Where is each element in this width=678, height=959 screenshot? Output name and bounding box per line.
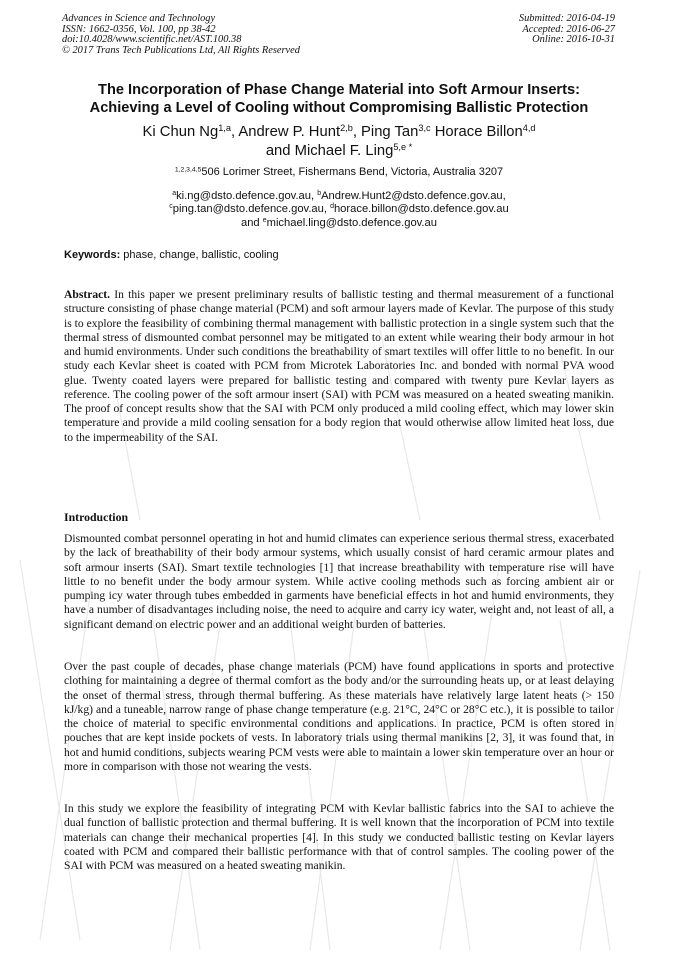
introduction-paragraph-3: In this study we explore the feasibility of integrating PCM with Kevlar ballistic fabrics into the SAI to achieve the dual function of ballistic protection and thermal buffering. It is well known that the incorporation of PCM into textile materials can change their mechanical properties [4]. In this study we conducted ballistic testing on Kevlar layers coated with PCM and compared their ballistic performance with that of control samples. The cooling power of the SAI with PCM was measured on a heated sweating manikin. bbox=[64, 802, 614, 872]
author-name: and Michael F. Ling bbox=[265, 143, 394, 159]
author-affiliation-mark: 1,a bbox=[218, 122, 231, 133]
author-name: Ping Tan bbox=[361, 124, 419, 140]
author-name: Andrew P. Hunt bbox=[238, 124, 341, 140]
keywords-text: phase, change, ballistic, cooling bbox=[120, 249, 279, 261]
doi: doi:10.4028/www.scientific.net/AST.100.38 bbox=[62, 34, 242, 46]
affiliation-marks: 1,2,3,4,5 bbox=[174, 166, 202, 174]
issn-volume: ISSN: 1662-0356, Vol. 100, pp 38-42 bbox=[62, 23, 216, 35]
author-separator: , bbox=[352, 124, 362, 140]
author-affiliation-mark: 3,c bbox=[418, 122, 431, 133]
email-mark: a bbox=[172, 190, 177, 198]
accepted-date: Accepted: 2016-06-27 bbox=[522, 23, 615, 35]
author-affiliation-mark: 5,e * bbox=[393, 141, 413, 152]
online-date: Online: 2016-10-31 bbox=[532, 34, 615, 46]
paper-title bbox=[40, 81, 638, 117]
author-affiliation-mark: 2,b bbox=[340, 122, 353, 133]
introduction-paragraph-2: Over the past couple of decades, phase change materials (PCM) have found applications in sports and protective clothing for maintaining a degree of thermal comfort as the body and/or the surrounding heats up, or at least delaying the onset of thermal stress, through thermal buffering. As these materials have relatively large latent heats (> 150 kJ/kg) and a tuneable, narrow range of phase change temperature (e.g. 21°C, 24°C or 28°C etc.), it is possible to tailor the choice of material to specific environmental conditions and applications. In practice, PCM is often stored in pouches that are kept inside pockets of vests. In laboratory trials using thermal manikins [2, 3], it was found that, in hot and humid conditions, subjects wearing PCM vests were able to maintain a lower skin temperature over an hour or more in comparison with those not wearing the vests. bbox=[64, 660, 614, 773]
email-link[interactable]: Andrew.Hunt2@dsto.defence.gov.au, bbox=[321, 190, 506, 202]
author-list bbox=[40, 123, 638, 161]
section-heading-introduction: Introduction bbox=[64, 510, 129, 524]
email-conjunction: and bbox=[240, 216, 263, 229]
title-line-2: Achieving a Level of Cooling without Compromising Ballistic Protection bbox=[89, 100, 589, 116]
keywords bbox=[64, 249, 279, 261]
email-mark: e bbox=[262, 217, 267, 224]
keywords-label: Keywords: bbox=[64, 249, 121, 261]
author-name: Horace Billon bbox=[434, 124, 523, 140]
publication-dates bbox=[519, 14, 615, 46]
email-mark: b bbox=[317, 190, 322, 198]
email-mark: d bbox=[330, 203, 334, 211]
submitted-date: Submitted: 2016-04-19 bbox=[518, 13, 615, 24]
abstract-label: Abstract. bbox=[64, 288, 111, 301]
email-link[interactable]: ping.tan@dsto.defence.gov.au, bbox=[172, 203, 331, 216]
email-link[interactable]: michael.ling@dsto.defence.gov.au bbox=[266, 216, 437, 229]
author-name: Ki Chun Ng bbox=[142, 124, 219, 140]
title-line-1: The Incorporation of Phase Change Material into Soft Armour Inserts: bbox=[98, 82, 580, 98]
email-mark: c bbox=[169, 203, 173, 211]
introduction-paragraph-1: Dismounted combat personnel operating in hot and humid climates can experience serious thermal stress, exacerbated by the lack of breathability of their body armour systems, which usually consist of hard ceramic armour plates and soft armour inserts (SAI). Smart textile technologies [1] that increase breathability with temperature rise will have little to no benefit under the body armour system. While active cooling methods such as forcing ambient air or pumping icy water through tubes embedded in garments have beneficial effects in hot and humid environments, they have a number of disadvantages including noise, the need to acquire and carry icy water, weight and, not least of all, a significant demand on electric power and an additional weight burden of batteries. bbox=[64, 532, 614, 631]
author-line-1 bbox=[40, 123, 638, 142]
author-emails bbox=[40, 190, 638, 230]
abstract-text: In this paper we present preliminary results of ballistic testing and thermal measurement of a functional structure consisting of phase change material (PCM) and soft armour layers made of Kevlar. The purpose of this study is to explore the feasibility of combining thermal management with ballistic protection in a single system such that the thermal stress of dismounted combat personnel may be mitigated to an extent while wearing their body armour in hot and humid environments. Under such conditions the breathability of smart textiles will offer little to no benefit. In our study each Kevlar sheet is coated with PCM from Microtek Laboratories Inc. and bonded with normal PVA wood glue. Twenty coated layers were prepared for ballistic testing and compared with twenty pure Kevlar layers as reference. The cooling power of the soft armour insert (SAI) with PCM was measured on a heated sweating manikin. The proof of concept results show that the SAI with PCM only produced a mild cooling effect, which may lower skin temperature and provide a mild cooling sensation for a body region that would otherwise allow limited heat loss, due to the impermeability of the SAI. bbox=[64, 288, 614, 444]
copyright: © 2017 Trans Tech Publications Ltd, All Rights Reserved bbox=[62, 44, 300, 56]
email-link[interactable]: horace.billon@dsto.defence.gov.au bbox=[333, 203, 509, 216]
author-affiliation-mark: 4,d bbox=[522, 122, 536, 133]
journal-name: Advances in Science and Technology bbox=[62, 13, 216, 24]
author-separator: , bbox=[230, 124, 239, 140]
abstract bbox=[64, 288, 614, 445]
author-line-2 bbox=[40, 142, 638, 161]
affiliation bbox=[40, 166, 638, 178]
email-link[interactable]: ki.ng@dsto.defence.gov.au, bbox=[176, 190, 318, 202]
affiliation-address: 506 Lorimer Street, Fishermans Bend, Victoria, Australia 3207 bbox=[201, 166, 504, 178]
journal-info bbox=[62, 14, 300, 56]
